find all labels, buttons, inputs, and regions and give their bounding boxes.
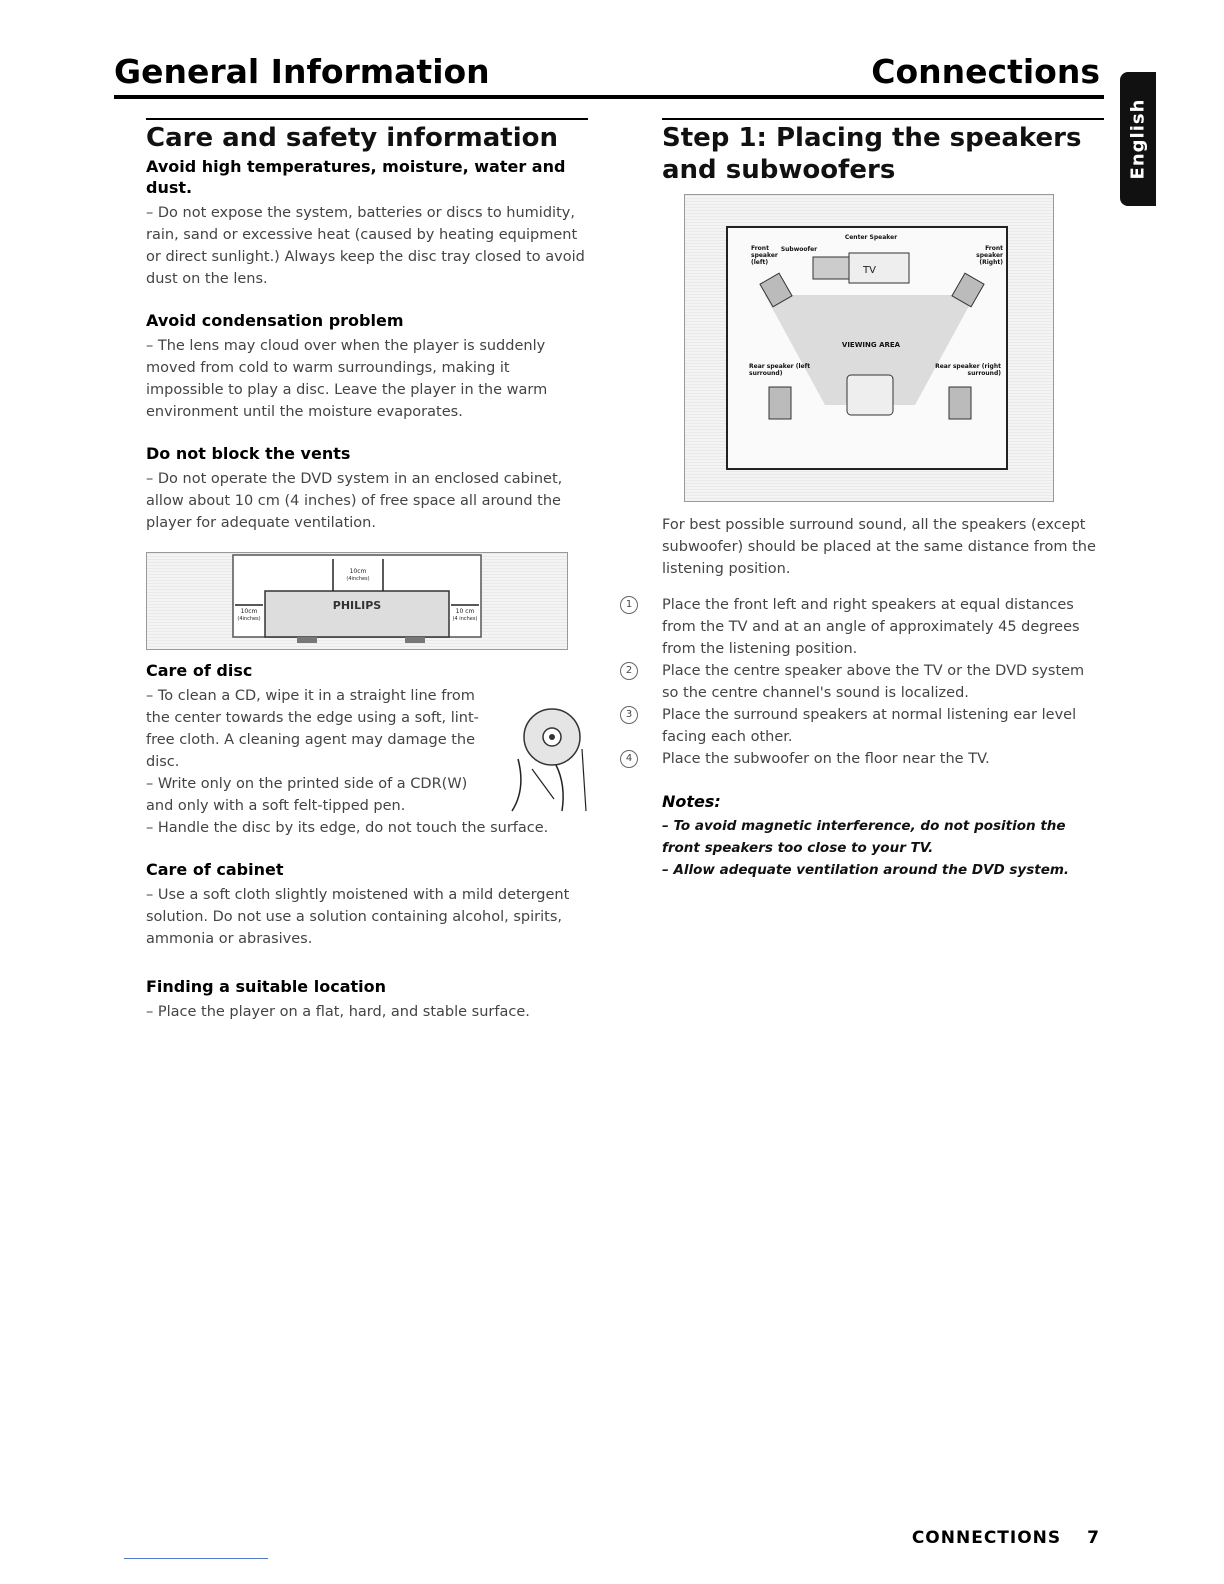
vent-top-sub: (4inches): [346, 576, 370, 582]
page-footer: [912, 1528, 1100, 1548]
list-item: [625, 660, 1104, 704]
ventilation-diagram: [147, 553, 567, 649]
diagram-center-speaker: Center Speaker: [844, 234, 898, 241]
text-condensation: – The lens may cloud over when the player is suddenly moved from cold to warm surroundings, making it impossible to play a disc. Leave the player in the warm environment until the moisture evaporates.: [146, 338, 548, 420]
list-item: [625, 748, 1104, 770]
diagram-subwoofer: Subwoofer: [780, 246, 818, 253]
ventilation-figure: [146, 552, 568, 650]
left-column: [146, 118, 588, 1023]
page-number: 7: [1087, 1528, 1100, 1548]
heading-temperatures: Avoid high temperatures, moisture, water and dust.: [146, 157, 566, 197]
speaker-steps-list: [625, 594, 1104, 770]
heading-condensation: Avoid condensation problem: [146, 311, 404, 330]
subwoofer-icon: [813, 257, 849, 279]
text-care-disc-2: – Write only on the printed side of a CDR(W) and only with a soft felt-tipped pen.: [146, 776, 468, 814]
text-care-disc-3: – Handle the disc by its edge, do not touch the surface.: [146, 820, 549, 836]
note-item: – To avoid magnetic interference, do not position the front speakers too close to your TV.: [662, 818, 1066, 856]
list-item: [625, 594, 1104, 660]
page-title-general-information: General Information: [114, 52, 490, 91]
diagram-rear-left: Rear speaker (left surround): [749, 363, 811, 377]
rear-right-speaker-icon: [949, 387, 971, 419]
care-safety-title: Care and safety information: [146, 123, 559, 153]
header-divider: [114, 95, 1104, 99]
diagram-front-right: Front speaker (Right): [976, 245, 1003, 266]
step-number: 4: [620, 750, 638, 768]
speaker-placement-diagram: [685, 195, 1053, 501]
language-tab: [1120, 72, 1156, 206]
vent-right-label: 10 cm: [455, 608, 475, 615]
step-number: 3: [620, 706, 638, 724]
diagram-front-left: Front speaker (left): [751, 245, 778, 266]
heading-care-cabinet: Care of cabinet: [146, 860, 284, 879]
heading-location: Finding a suitable location: [146, 977, 386, 996]
step1-title: Step 1: Placing the speakers and subwoofers: [662, 123, 1082, 185]
vent-right-sub: (4 inches): [452, 616, 478, 622]
text-temperatures: – Do not expose the system, batteries or discs to humidity, rain, sand or excessive heat (caused by heating equipment or direct sunlight.) Always keep the disc tray closed to avoid dust on the lens.: [146, 205, 585, 287]
text-care-cabinet: – Use a soft cloth slightly moistened with a mild detergent solution. Do not use a solution containing alcohol, spirits, ammonia or abrasives.: [146, 887, 570, 947]
step-text: Place the front left and right speakers at equal distances from the TV and at an angle of approximately 45 degrees from the listening position.: [662, 597, 1080, 657]
step-text: Place the surround speakers at normal listening ear level facing each other.: [662, 707, 1077, 745]
text-care-disc-1: – To clean a CD, wipe it in a straight line from the center towards the edge using a soft, lint-free cloth. A cleaning agent may damage the disc.: [146, 688, 479, 770]
text-vents: – Do not operate the DVD system in an enclosed cabinet, allow about 10 cm (4 inches) of free space all around the player for adequate ventilation.: [146, 471, 563, 531]
step-number: 1: [620, 596, 638, 614]
page-title-connections: Connections: [871, 52, 1100, 91]
vent-left-sub: (4inches): [237, 616, 261, 622]
vent-brand: PHILIPS: [332, 599, 382, 612]
language-tab-label: English: [1127, 98, 1149, 180]
diagram-rear-right: Rear speaker (right surround): [935, 363, 1001, 377]
list-item: [625, 704, 1104, 748]
tv-icon: [849, 253, 909, 283]
note-item: – Allow adequate ventilation around the DVD system.: [662, 862, 1070, 878]
disc-cleaning-icon: [496, 689, 588, 813]
vent-left-label: 10cm: [240, 608, 258, 615]
step-text: Place the subwoofer on the floor near the TV.: [662, 751, 990, 767]
rear-left-speaker-icon: [769, 387, 791, 419]
footer-section: CONNECTIONS: [911, 1528, 1062, 1548]
text-location: – Place the player on a flat, hard, and stable surface.: [146, 1004, 530, 1020]
step-text: Place the centre speaker above the TV or the DVD system so the centre channel's sound is localized.: [662, 663, 1085, 701]
listener-icon: [847, 375, 893, 415]
speaker-placement-figure: [684, 194, 1054, 502]
diagram-viewing-area: VIEWING AREA: [841, 341, 901, 349]
heading-vents: Do not block the vents: [146, 444, 351, 463]
diagram-tv: TV: [863, 265, 876, 276]
vent-top-label: 10cm: [349, 568, 367, 575]
right-column: [625, 118, 1104, 881]
heading-care-disc: Care of disc: [146, 661, 253, 680]
notes-title: Notes:: [662, 792, 721, 811]
speaker-intro: For best possible surround sound, all the speakers (except subwoofer) should be placed at the same distance from the listening position.: [662, 517, 1096, 577]
step-number: 2: [620, 662, 638, 680]
footer-rule: [124, 1558, 268, 1559]
